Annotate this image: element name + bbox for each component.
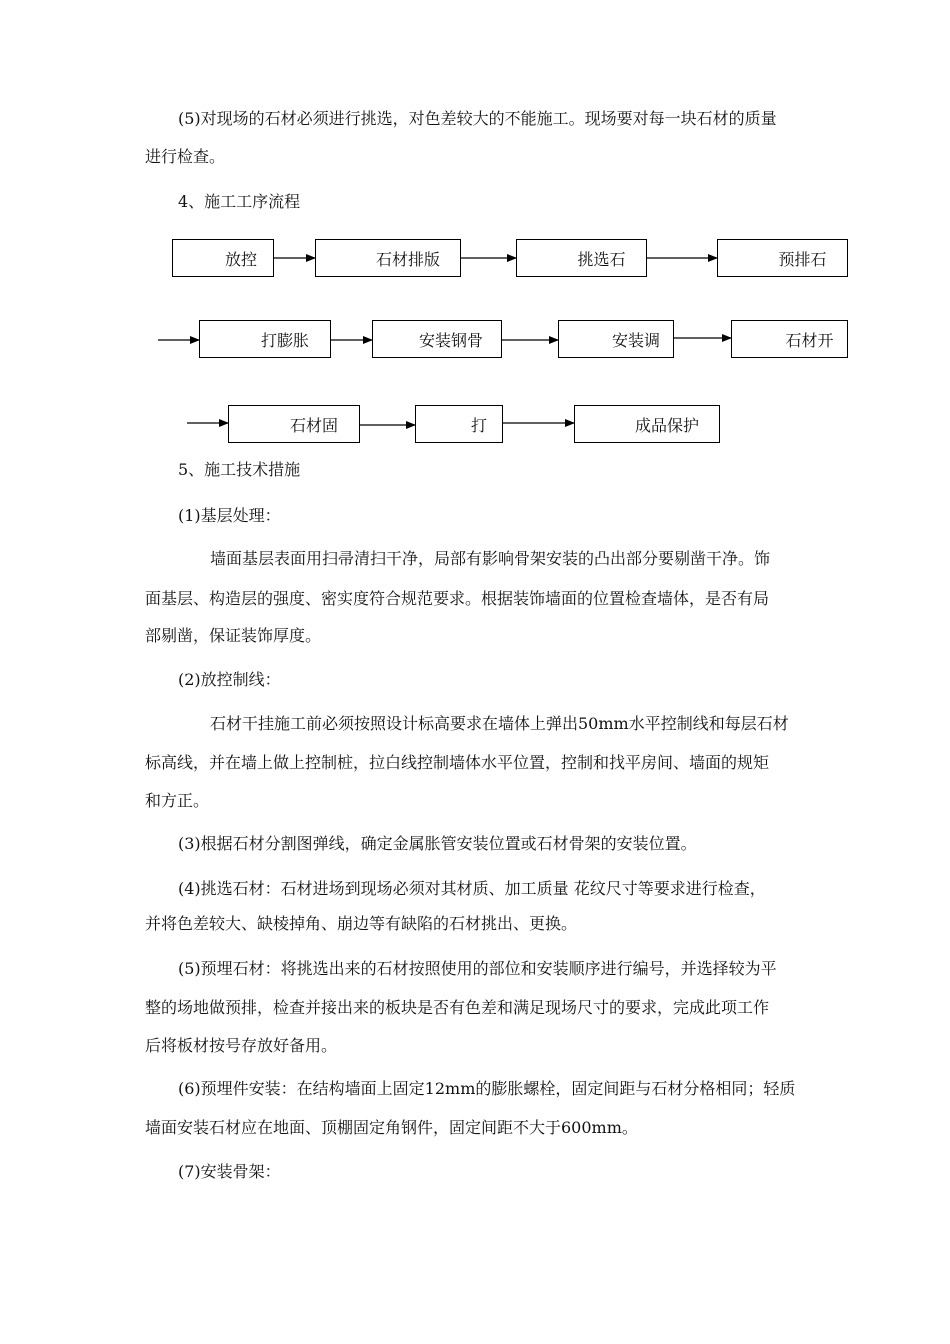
subsection-1-line-1: 墙面基层表面用扫帚清扫干净，局部有影响骨架安装的凸出部分要剔凿干净。饰	[210, 549, 771, 568]
subsection-4-line-2: 并将色差较大、缺棱掉角、崩边等有缺陷的石材挑出、更换。	[145, 914, 578, 933]
subsection-2-line-3: 和方正。	[145, 791, 210, 810]
flow-step-da: 打	[415, 405, 503, 443]
flow-step-product-protection: 成品保护	[574, 405, 720, 443]
subsection-5-line-3: 后将板材按号存放好备用。	[145, 1036, 338, 1055]
flow-step-install-steel: 安装钢骨	[372, 320, 502, 358]
flow-step-expansion: 打膨胀	[199, 320, 331, 358]
subsection-1-line-2: 面基层、构造层的强度、密实度符合规范要求。根据装饰墙面的位置检查墙体，是否有局	[145, 589, 770, 608]
subsection-2-line-1: 石材干挂施工前必须按照设计标高要求在墙体上弹出50mm水平控制线和每层石材	[210, 714, 789, 733]
subsection-7-title: (7)安装骨架：	[178, 1162, 281, 1181]
paragraph-stone-check-line-2: 进行检查。	[145, 147, 226, 166]
section-5-title: 5、施工技术措施	[178, 460, 301, 479]
subsection-2-title: (2)放控制线：	[178, 670, 281, 689]
flow-step-select-stone: 挑选石	[516, 239, 647, 277]
flow-step-fangkong: 放控	[172, 239, 274, 277]
subsection-1-title: (1)基层处理：	[178, 506, 281, 525]
section-4-title: 4、施工工序流程	[178, 192, 301, 211]
subsection-1-line-3: 部剔凿，保证装饰厚度。	[145, 626, 322, 645]
flow-step-stone-fix: 石材固	[228, 405, 360, 443]
subsection-6-line-1: (6)预埋件安装：在结构墙面上固定12mm的膨胀螺栓，固定间距与石材分格相同；轻质	[178, 1079, 796, 1098]
subsection-5-line-2: 整的场地做预排，检查并接出来的板块是否有色差和满足现场尺寸的要求，完成此项工作	[145, 998, 770, 1017]
subsection-4-line-1: (4)挑选石材：石材进场到现场必须对其材质、加工质量 花纹尺寸等要求进行检查，	[178, 879, 766, 898]
flow-step-pre-arrange: 预排石	[717, 239, 848, 277]
flow-step-stone-layout: 石材排版	[315, 239, 461, 277]
subsection-6-line-2: 墙面安装石材应在地面、顶棚固定角钢件，固定间距不大于600mm。	[145, 1118, 638, 1137]
subsection-2-line-2: 标高线，并在墙上做上控制桩，拉白线控制墙体水平位置，控制和找平房间、墙面的规矩	[145, 753, 770, 772]
subsection-5-line-1: (5)预埋石材：将挑选出来的石材按照使用的部位和安装顺序进行编号，并选择较为平	[178, 959, 777, 978]
subsection-3-line-1: (3)根据石材分割图弹线，确定金属胀管安装位置或石材骨架的安装位置。	[178, 834, 697, 853]
flow-step-stone-open: 石材开	[731, 320, 848, 358]
paragraph-stone-check-line-1: (5)对现场的石材必须进行挑选，对色差较大的不能施工。现场要对每一块石材的质量	[178, 109, 777, 128]
flow-step-install-adjust: 安装调	[558, 320, 674, 358]
